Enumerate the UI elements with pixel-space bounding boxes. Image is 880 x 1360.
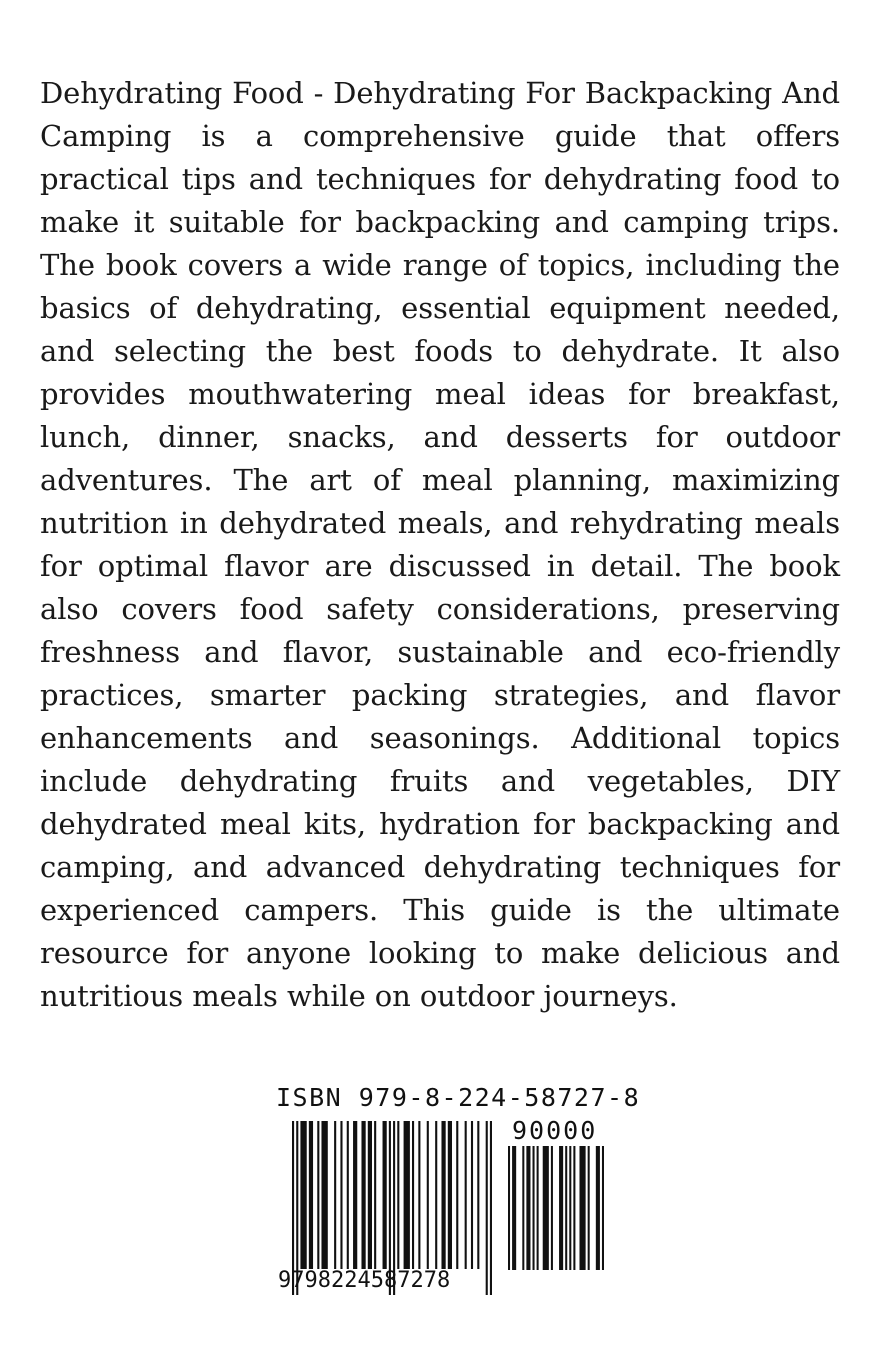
barcode-bar <box>418 1121 420 1269</box>
barcode-bar <box>412 1121 414 1269</box>
barcode-bar <box>490 1121 492 1295</box>
barcode-bar <box>321 1121 327 1269</box>
barcode-bar <box>477 1121 479 1269</box>
barcode-bar <box>596 1146 600 1270</box>
barcode-bar <box>565 1146 567 1270</box>
barcode-bar <box>551 1146 553 1270</box>
addon-barcode-icon <box>508 1146 604 1270</box>
barcode-bar <box>602 1146 604 1270</box>
barcode-bar <box>435 1121 437 1269</box>
barcode-bar <box>456 1121 458 1269</box>
barcode-bar <box>347 1121 349 1269</box>
barcode-digits: 9798224587278 <box>278 1268 451 1293</box>
barcode-bar <box>361 1121 365 1269</box>
barcode-bar <box>334 1121 336 1269</box>
barcode-bar <box>512 1146 516 1270</box>
back-cover-description: Dehydrating Food - Dehydrating For Backpacking And Camping is a comprehensive guide that offers practical tips and techniques for dehydrating food to make it suitable for backpacking and camping trips. The book covers a wide range of topics, including the basics of dehydrating, essential equipment needed, and selecting the best foods to dehydrate. It also provides mouthwatering meal ideas for breakfast, lunch, dinner, snacks, and desserts for outdoor adventures. The art of meal planning, maximizing nutrition in dehydrated meals, and rehydrating meals for optimal flavor are discussed in detail. The book also covers food safety considerations, preserving freshness and flavor, sustainable and eco-friendly practices, smarter packing strategies, and flavor enhancements and seasonings. Additional topics include dehydrating fruits and vegetables, DIY dehydrated meal kits, hydration for backpacking and camping, and advanced dehydrating techniques for experienced campers. This guide is the ultimate resource for anyone looking to make delicious and nutritious meals while on outdoor journeys. <box>40 76 840 1013</box>
barcode-bar <box>383 1121 387 1269</box>
barcode-bar <box>543 1146 549 1270</box>
barcode-bar <box>374 1121 376 1269</box>
barcode-bar <box>569 1146 571 1270</box>
barcode-bar <box>441 1121 445 1269</box>
barcode-bar <box>309 1121 313 1269</box>
barcode-bar <box>559 1146 563 1270</box>
price-addon-code: 90000 <box>512 1116 598 1145</box>
barcode-bar <box>537 1146 539 1270</box>
barcode-bar <box>300 1121 306 1269</box>
barcode-bar <box>533 1146 535 1270</box>
isbn-label: ISBN 979-8-224-58727-8 <box>276 1083 641 1112</box>
barcode-bar <box>353 1121 357 1269</box>
barcode-bar <box>368 1121 372 1269</box>
barcode-bar <box>579 1146 585 1270</box>
barcode-bar <box>522 1146 524 1270</box>
barcode-bar <box>317 1121 319 1269</box>
barcode-bar <box>404 1121 410 1269</box>
barcode-bar <box>448 1121 452 1269</box>
barcode-bar <box>486 1121 488 1295</box>
barcode-bar <box>588 1146 590 1270</box>
barcode-bar <box>340 1121 342 1269</box>
barcode-bar <box>508 1146 510 1270</box>
barcode-bar <box>397 1121 399 1269</box>
barcode-bar <box>427 1121 429 1269</box>
barcode-bar <box>471 1121 473 1269</box>
barcode-bar <box>526 1146 530 1270</box>
barcode-bar <box>573 1146 575 1270</box>
barcode-bar <box>465 1121 467 1269</box>
